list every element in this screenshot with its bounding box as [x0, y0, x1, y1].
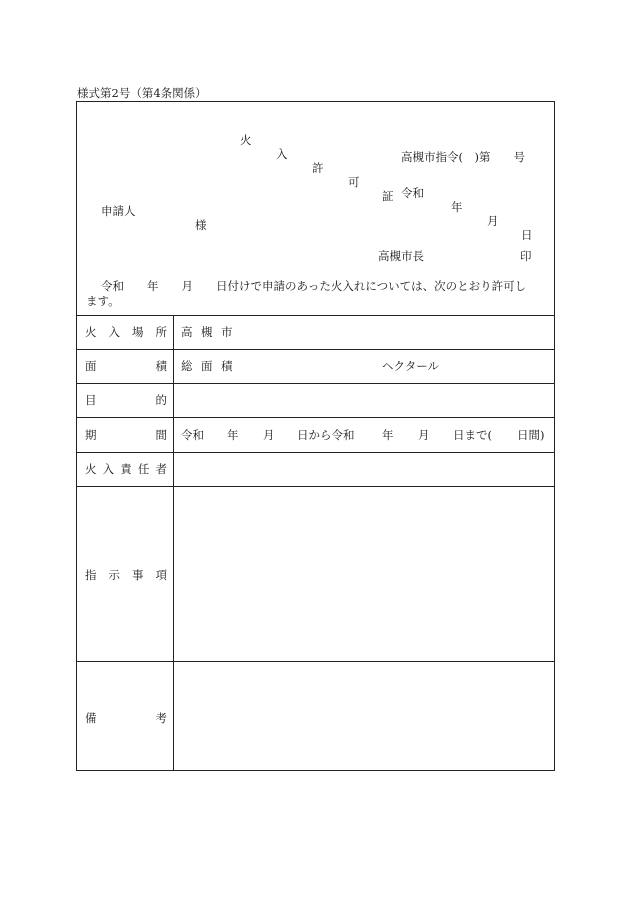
seal-mark: 印: [520, 249, 532, 263]
title-char: 可: [348, 175, 360, 189]
row-label-responsible: 火 入 責 任 者: [85, 462, 167, 476]
area-unit: ヘクタール: [382, 359, 440, 373]
row-divider: [76, 383, 555, 384]
row-divider: [76, 349, 555, 350]
title-char: 許: [312, 161, 324, 175]
document-title: [240, 118, 394, 203]
title-char: 火: [240, 133, 252, 147]
row-divider: [76, 315, 555, 316]
permit-statement-line2: ます。: [86, 294, 120, 308]
title-char: 証: [382, 189, 394, 203]
row-label-period: 期 間: [85, 428, 167, 442]
column-divider: [173, 315, 174, 771]
row-divider: [76, 661, 555, 662]
row-divider: [76, 417, 555, 418]
row-label-instructions: 指 示 事 項: [85, 568, 167, 582]
year-label: 年: [451, 200, 463, 214]
mayor-title: 高槻市長: [378, 249, 424, 263]
applicant-honorific: 様: [195, 218, 207, 232]
era-label: 令和: [401, 186, 424, 200]
permit-statement-line1: 令和 年 月 日付けで申請のあった火入れについては、次のとおり許可し: [101, 279, 527, 293]
issue-date: [401, 171, 533, 242]
row-divider: [76, 452, 555, 453]
row-divider: [76, 486, 555, 487]
row-label-place: 火 入 場 所: [85, 325, 167, 339]
row-label-area: 面 積: [85, 359, 167, 373]
form-number-label: 様式第2号（第4条関係）: [77, 86, 207, 100]
row-label-remarks: 備 考: [85, 711, 167, 725]
month-label: 月: [487, 214, 499, 228]
day-label: 日: [521, 228, 533, 242]
applicant-label: 申請人: [101, 204, 136, 218]
row-label-purpose: 目 的: [85, 393, 167, 407]
title-char: 入: [276, 147, 288, 161]
directive-number: 高槻市指令( )第 号: [401, 150, 525, 164]
